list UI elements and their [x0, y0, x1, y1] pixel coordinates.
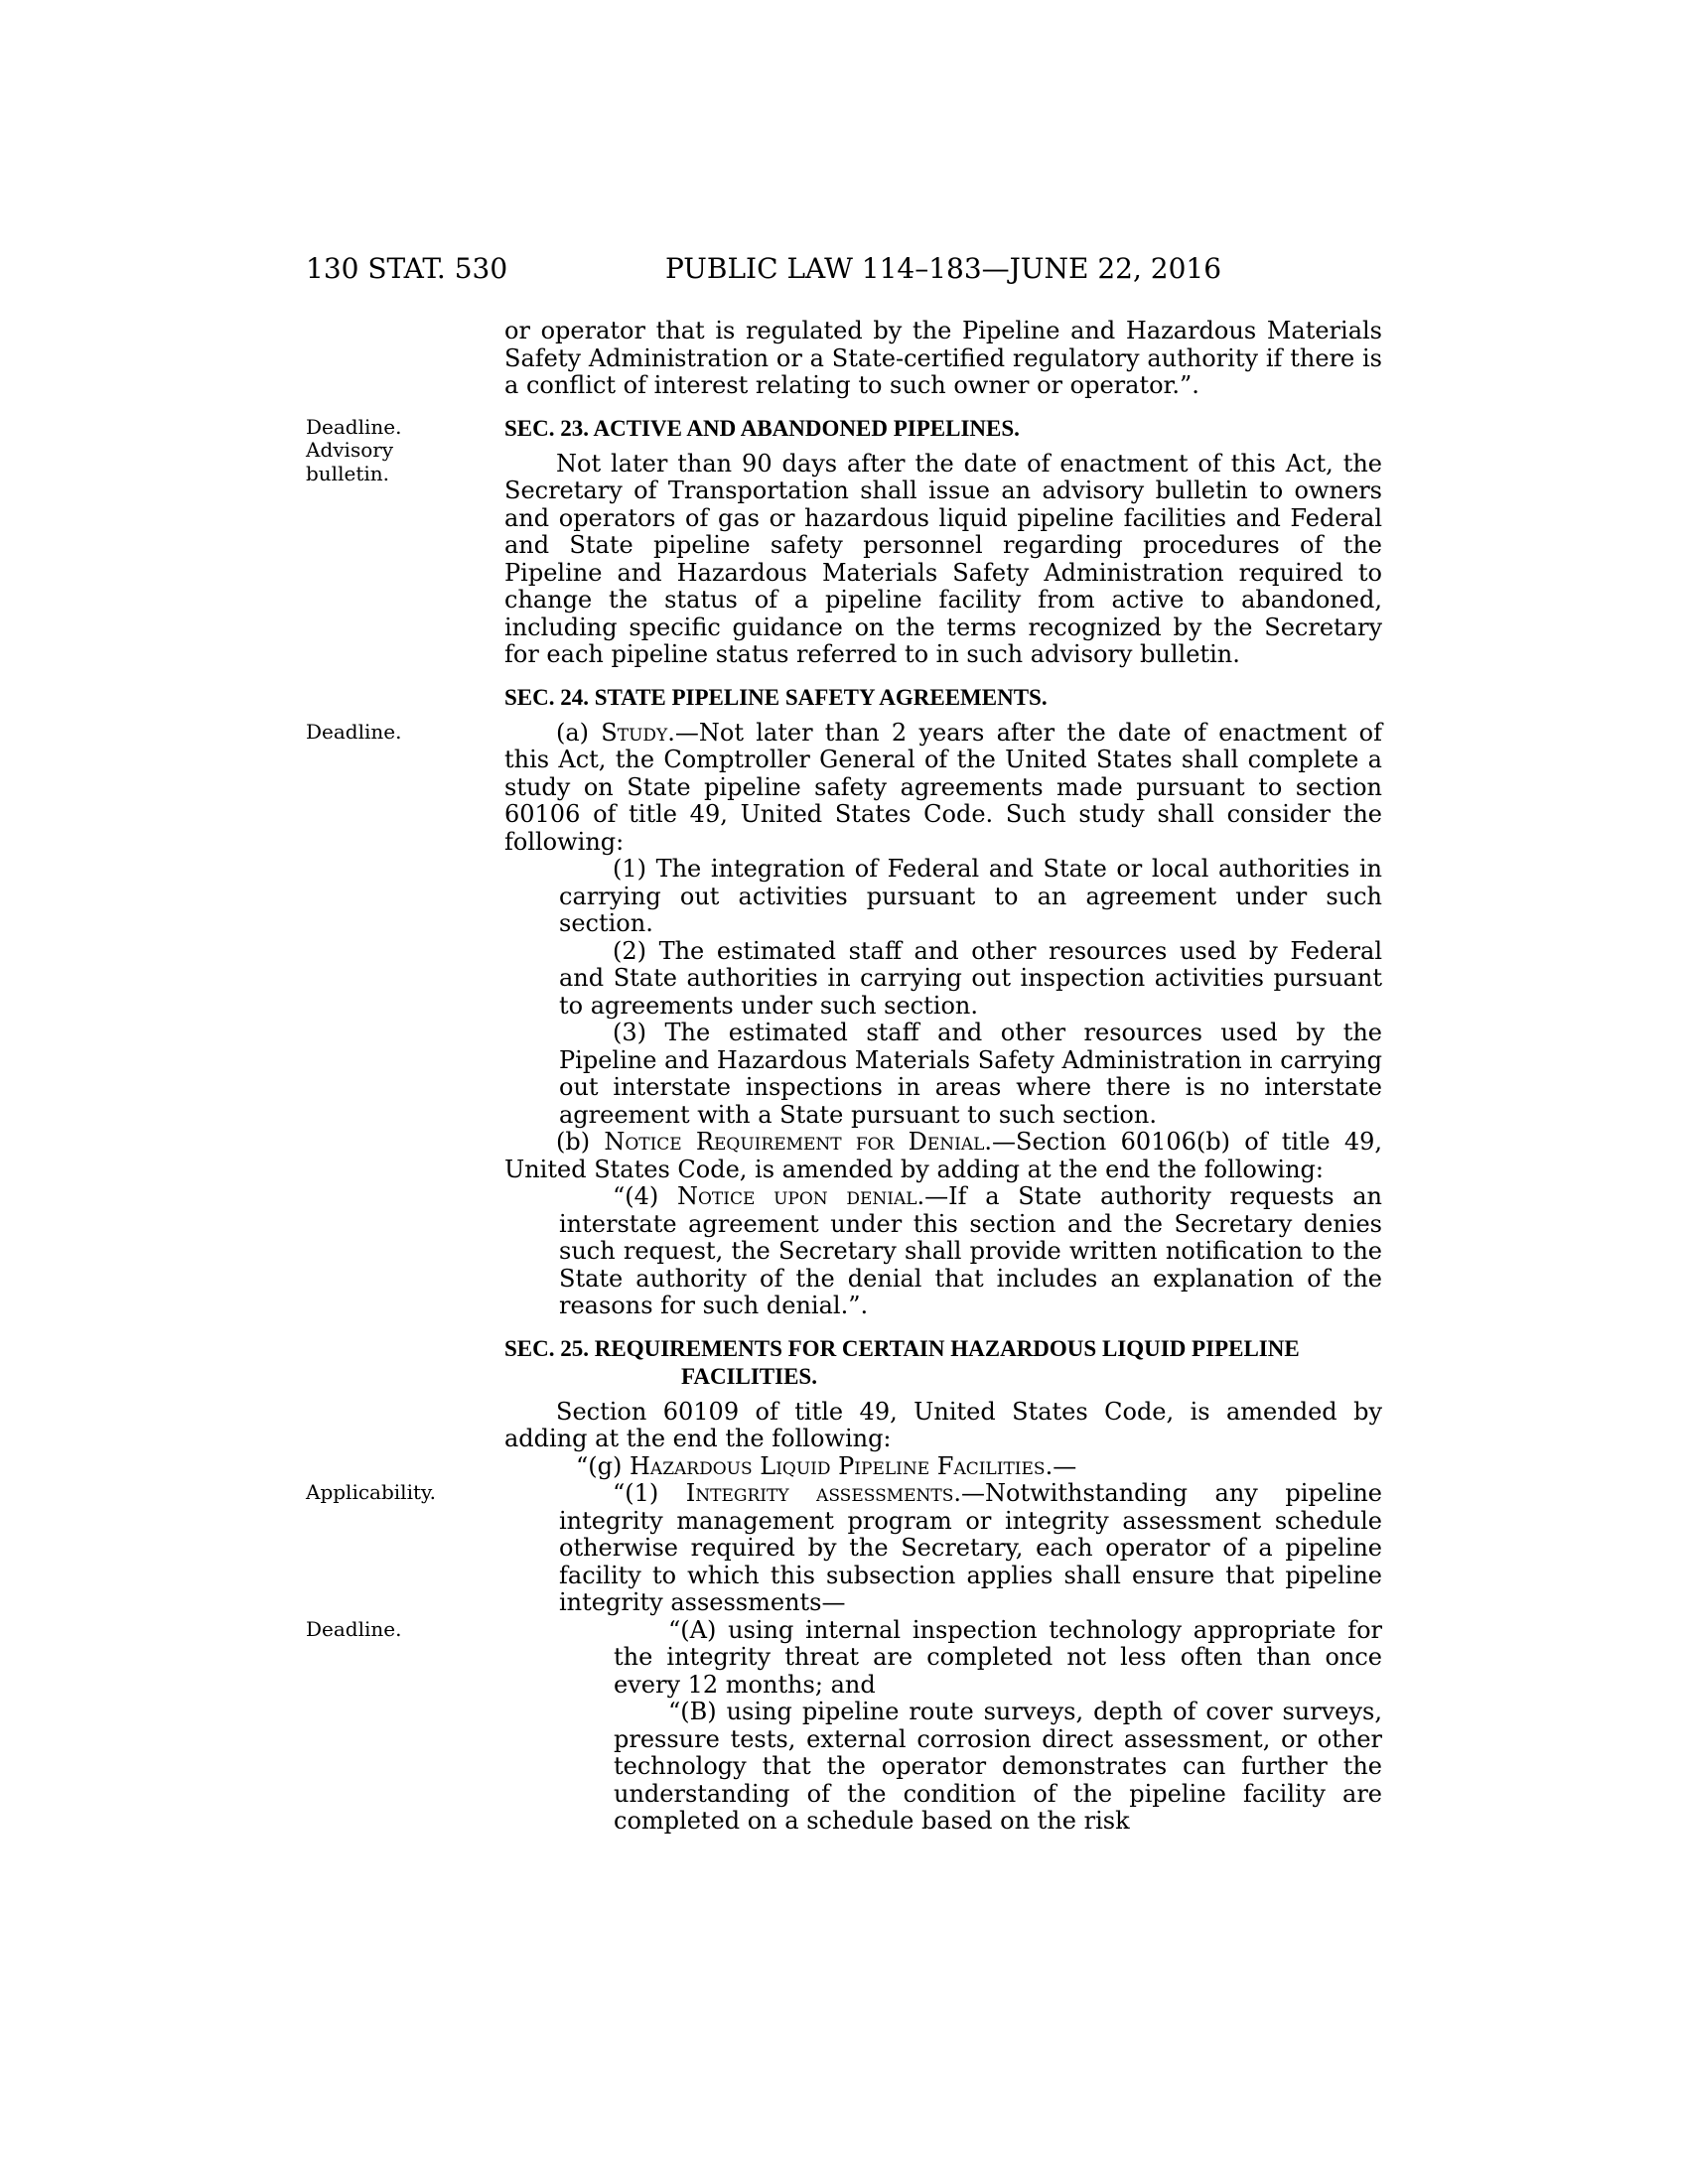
text-segment: Study	[601, 718, 668, 747]
text-segment: (3) The estimated staff and other resources used by the Pipeline and Hazardous Materials Safety Administration in carrying out interstate inspections in areas where there is no interstate agreement with a State pursuant to such section.	[559, 1019, 1382, 1129]
margin-note-line: Applicability.	[306, 1480, 436, 1504]
margin-note	[306, 1481, 455, 1505]
body-paragraph	[614, 1699, 1382, 1836]
body-paragraph	[504, 1399, 1382, 1453]
heading-text: SEC. 24. STATE PIPELINE SAFETY AGREEMENTS.	[504, 684, 1048, 710]
body-paragraph	[559, 1183, 1382, 1320]
text-segment: .—	[1045, 1451, 1077, 1480]
margin-note-line: Deadline.	[306, 1616, 402, 1641]
body-paragraph	[306, 1479, 1382, 1617]
body-paragraph	[559, 1020, 1382, 1129]
public-law-title: PUBLIC LAW 114–183—JUNE 22, 2016	[664, 252, 1222, 285]
margin-note-line: Deadline.	[306, 719, 402, 744]
body-paragraph	[306, 1615, 1382, 1700]
body-paragraph	[504, 451, 1382, 669]
margin-note	[306, 1618, 455, 1642]
margin-note	[306, 721, 455, 745]
margin-note-line: Deadline.	[306, 414, 402, 439]
text-segment: “(g)	[576, 1451, 630, 1480]
text-segment: or operator that is regulated by the Pipeline and Hazardous Materials Safety Administration or a State-certified regulatory authority if there is a conflict of interest relating to such owner or operator.”.	[504, 317, 1382, 399]
text-segment: (a)	[556, 718, 602, 747]
text-segment: Notice upon denial	[676, 1182, 917, 1210]
text-segment: Hazardous Liquid Pipeline Facilities	[630, 1451, 1046, 1480]
text-segment: Section 60109 of title 49, United States Code, is amended by adding at the end the following:	[504, 1397, 1382, 1452]
body-paragraph	[504, 1453, 1382, 1481]
body-paragraph	[306, 718, 1382, 857]
heading-text: SEC. 23. ACTIVE AND ABANDONED PIPELINES.	[504, 415, 1020, 441]
margin-note	[306, 416, 455, 486]
stat-page-number: 130 STAT. 530	[306, 252, 508, 285]
section-heading	[306, 414, 1382, 485]
text-segment: “(B) using pipeline route surveys, depth of cover surveys, pressure tests, external corrosion direct assessment, or other technology that the operator demonstrates can further the understanding of the condition of the pipeline facility are completed on a schedule based on the risk	[614, 1698, 1382, 1835]
text-segment: .—Notwithstanding any pipeline integrity management program or integrity assessment schedule otherwise required by the Secretary, each operator of a pipeline facility to which this subsection applies shall ensure that pipeline integrity assessments—	[559, 1479, 1382, 1616]
body-paragraph	[559, 856, 1382, 938]
text-segment: Not later than 90 days after the date of enactment of this Act, the Secretary of Transportation shall issue an advisory bulletin to owners and operators of gas or hazardous liquid pipeline facilities and Federal and State pipeline safety personnel regarding procedures of the Pipeline and Hazardous Materials Safety Administration required to change the status of a pipeline facility from active to abandoned, including specific guidance on the terms recognized by the Secretary for each pipeline status referred to in such advisory bulletin.	[504, 449, 1382, 668]
section-heading	[504, 684, 1382, 712]
text-segment: .—If a State authority requests an interstate agreement under this section and the Secretary denies such request, the Secretary shall provide written notification to the State authority of the denial that includes an explanation of the reasons for such denial.”.	[559, 1182, 1382, 1319]
text-segment: Notice Requirement for Denial	[604, 1128, 985, 1156]
margin-note-line: Advisory bulletin.	[306, 438, 394, 485]
text-segment: (2) The estimated staff and other resources used by Federal and State authorities in carrying out inspection activities pursuant to agreements under such section.	[559, 936, 1382, 1020]
text-segment: .—Section 60106(b) of title 49, United States Code, is amended by adding at the end the following:	[504, 1128, 1382, 1183]
text-segment: (1) The integration of Federal and State or local authorities in carrying out activities pursuant to an agreement under such section.	[559, 855, 1382, 937]
body-paragraph	[504, 318, 1382, 400]
text-segment: “(A) using internal inspection technology appropriate for the integrity threat are completed not less often than once every 12 months; and	[614, 1615, 1382, 1699]
text-column	[306, 317, 1382, 1836]
text-segment: “(1)	[613, 1479, 686, 1507]
text-segment: “(4)	[613, 1182, 677, 1210]
text-segment: .—Not later than 2 years after the date of enactment of this Act, the Comptroller General of the United States shall complete a study on State pipeline safety agreements made pursuant to section 60106 of title 49, United States Code. Such study shall consider the following:	[504, 718, 1382, 856]
body-paragraph	[504, 1129, 1382, 1183]
page-header	[0, 254, 1688, 288]
heading-text: SEC. 25. REQUIREMENTS FOR CERTAIN HAZARDOUS LIQUID PIPELINE FACILITIES.	[504, 1335, 1300, 1389]
text-segment: Integrity assessments	[685, 1479, 954, 1507]
section-heading	[504, 1335, 1382, 1391]
text-segment: (b)	[556, 1128, 605, 1156]
body-paragraph	[559, 938, 1382, 1021]
